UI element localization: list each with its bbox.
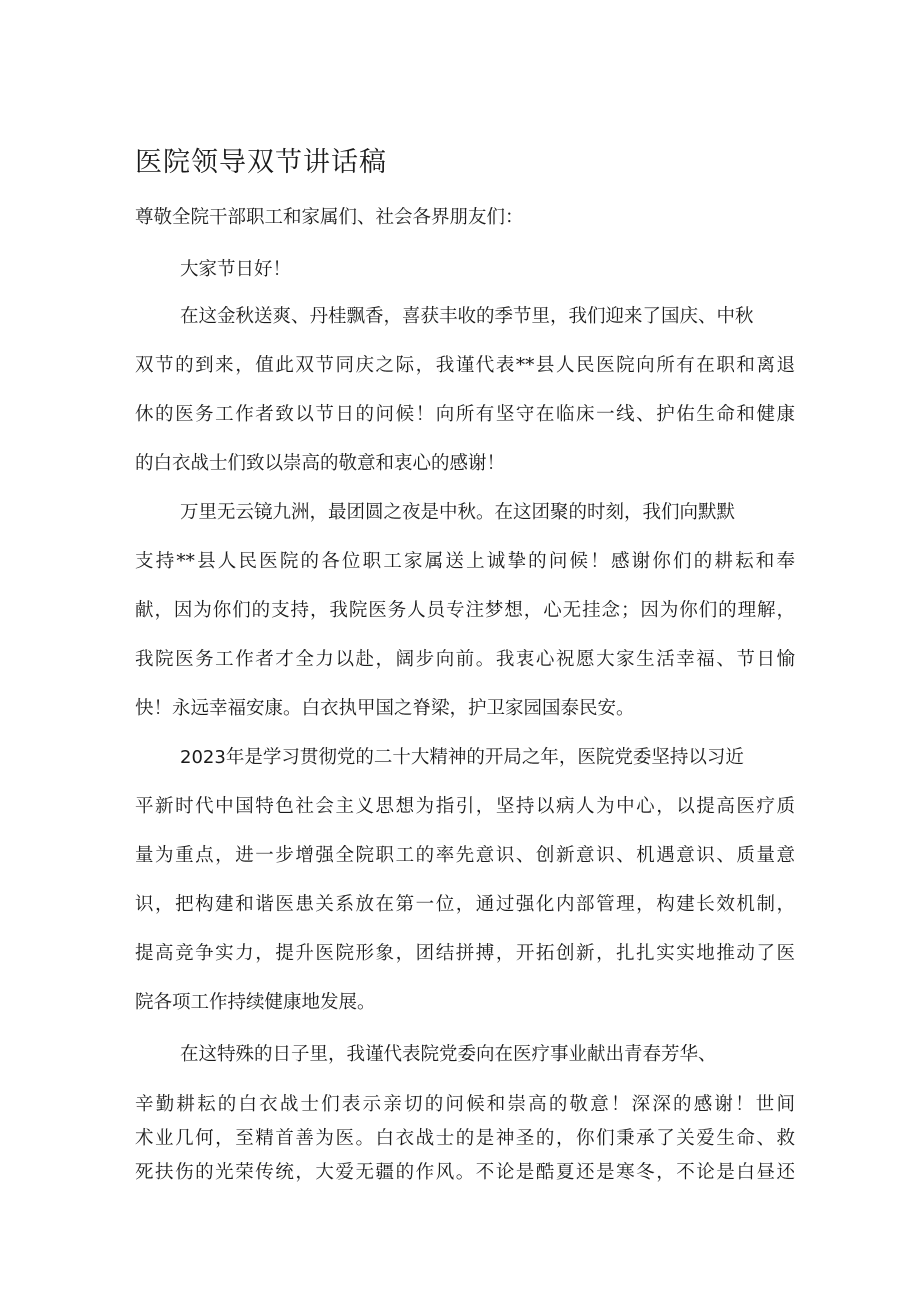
paragraph-2-line-3: 献，因为你们的支持，我院医务人员专注梦想，心无挂念；因为你们的理解， [135,600,795,621]
paragraph-4-line-2: 辛勤耕耘的白衣战士们表示亲切的问候和崇高的敬意！深深的感谢！世间 [135,1094,795,1115]
paragraph-1-line-4: 的白衣战士们致以崇高的敬意和衷心的感谢！ [135,453,506,474]
paragraph-3-line-2: 平新时代中国特色社会主义思想为指引，坚持以病人为中心，以提高医疗质 [135,796,795,817]
paragraph-4-line-3: 术业几何，至精首善为医。白衣战士的是神圣的，你们秉承了关爱生命、救 [135,1128,795,1149]
paragraph-2-line-5: 快！永远幸福安康。白衣执甲国之脊梁，护卫家园国泰民安。 [135,698,635,719]
paragraph-3-line-6: 院各项工作持续健康地发展。 [135,992,376,1013]
paragraph-2-line-1: 万里无云镜九洲，最团圆之夜是中秋。在这团聚的时刻，我们向默默 [180,502,736,523]
paragraph-3-line-1 [180,743,744,769]
document-title: 医院领导双节讲话稿 [135,147,387,178]
paragraph-3-line-3: 量为重点，进一步增强全院职工的率先意识、创新意识、机遇意识、质量意 [135,845,795,866]
greeting: 大家节日好！ [180,259,292,280]
paragraph-1-line-3: 休的医务工作者致以节日的问候！向所有坚守在临床一线、护佑生命和健康 [135,404,795,425]
salutation: 尊敬全院干部职工和家属们、社会各界朋友们： [135,207,524,228]
paragraph-2-line-4: 我院医务工作者才全力以赴，阔步向前。我衷心祝愿大家生活幸福、节日愉 [135,649,795,670]
paragraph-2-line-2: 支持**县人民医院的各位职工家属送上诚挚的问候！感谢你们的耕耘和奉 [135,551,795,572]
paragraph-1-line-1: 在这金秋送爽、丹桂飘香，喜获丰收的季节里，我们迎来了国庆、中秋 [180,306,754,327]
paragraph-4-line-4: 死扶伤的光荣传统，大爱无疆的作风。不论是酷夏还是寒冬，不论是白昼还 [135,1162,795,1183]
year-number: 2023 [180,747,226,768]
paragraph-3-line-4: 识，把构建和谐医患关系放在第一位，通过强化内部管理，构建长效机制， [135,894,795,915]
paragraph-4-line-1: 在这特殊的日子里，我谨代表院党委向在医疗事业献出青春芳华、 [180,1044,717,1065]
paragraph-1-line-2: 双节的到来，值此双节同庆之际，我谨代表**县人民医院向所有在职和离退 [135,355,795,376]
paragraph-3-line-1-text: 年是学习贯彻党的二十大精神的开局之年，医院党委坚持以习近 [225,747,744,768]
paragraph-3-line-5: 提高竞争实力，提升医院形象，团结拼搏，开拓创新，扎扎实实地推动了医 [135,943,795,964]
